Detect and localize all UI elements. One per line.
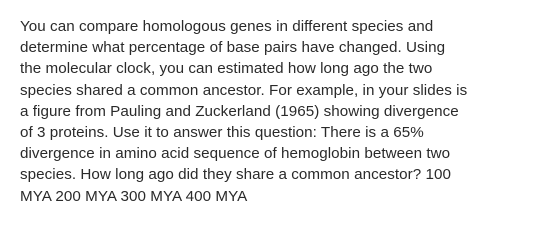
question-line-4: species shared a common ancestor. For example, in your slides is [20,81,468,99]
question-line-3: the molecular clock, you can estimated how long ago the two [20,60,433,78]
question-line-9: MYA 200 MYA 300 MYA 400 MYA [20,187,248,205]
question-line-6: of 3 proteins. Use it to answer this question: There is a 65% [20,124,424,142]
question-text [20,16,542,207]
question-line-2: determine what percentage of base pairs have changed. Using [20,39,446,57]
question-line-1: You can compare homologous genes in different species and [20,18,434,35]
question-line-5: a figure from Pauling and Zuckerland (1965) showing divergence [20,102,459,120]
question-line-8: species. How long ago did they share a common ancestor? 100 [20,166,451,184]
question-line-7: divergence in amino acid sequence of hemoglobin between two [20,145,451,163]
